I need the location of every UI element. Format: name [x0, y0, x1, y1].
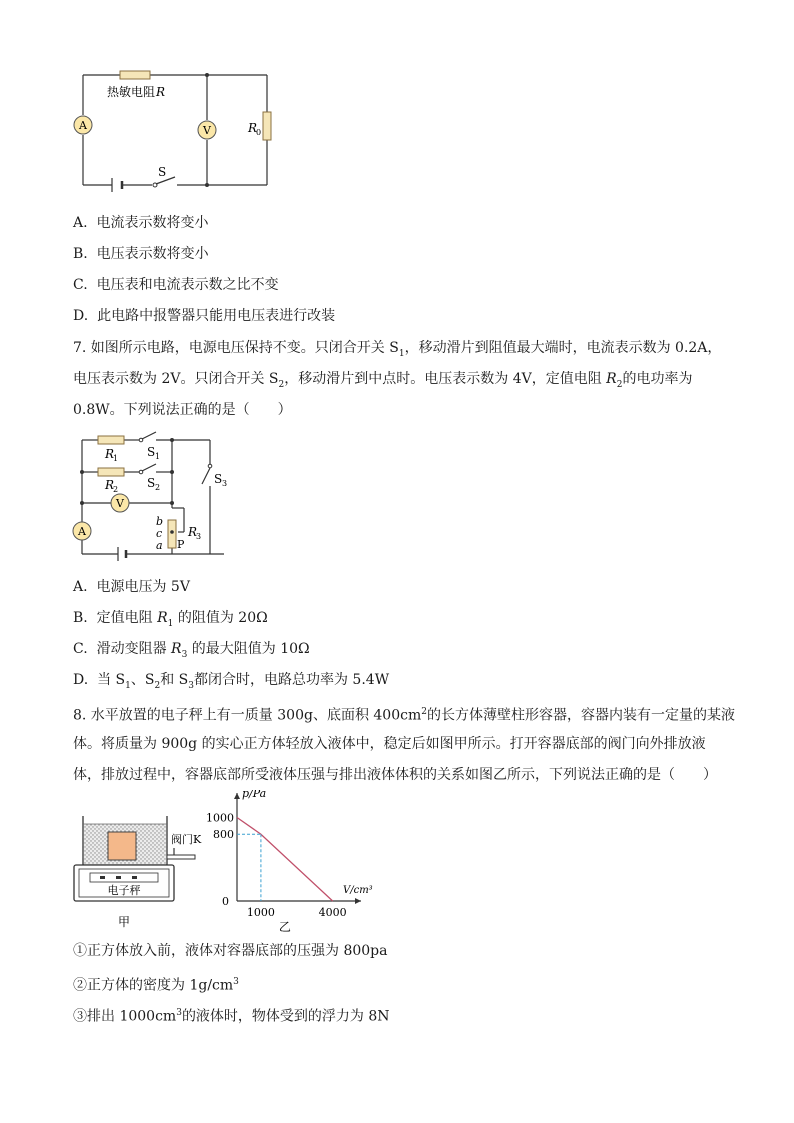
- switch-label: S: [158, 165, 167, 179]
- circuit-figure-2: [68, 428, 248, 568]
- s2-symbol: S: [147, 476, 156, 490]
- r0-subscript: 0: [256, 128, 262, 137]
- q6-option-d: D. 此电路中报警器只能用电压表进行改装: [73, 308, 336, 324]
- terminal-c-label: c: [156, 527, 163, 540]
- s2-subscript: 2: [155, 483, 161, 492]
- thermistor-resistor: [120, 71, 150, 79]
- r0-symbol: R: [248, 121, 258, 135]
- ammeter-label-2: A: [78, 525, 86, 538]
- q7-option-b: B. 定值电阻 $R_1$ 的阻值为 20Ω: [73, 610, 268, 629]
- thermistor-label: 热敏电阻: [107, 85, 156, 99]
- rheostat-r3: [168, 520, 176, 548]
- voltmeter-label-2: V: [116, 497, 124, 510]
- valve-k: [167, 855, 195, 859]
- q7-option-c: C. 滑动变阻器 $R_3$ 的最大阻值为 10Ω: [73, 641, 310, 660]
- q6-option-a: A. 电流表示数将变小: [73, 215, 209, 231]
- q7-stem-line-3: 0.8W。下列说法正确的是（ ）: [73, 402, 292, 418]
- r2-subscript: 2: [113, 485, 119, 494]
- resistor-r1: [98, 436, 124, 444]
- pressure-volume-chart: [205, 790, 375, 936]
- thermistor-symbol: R: [156, 85, 166, 99]
- s3-subscript: 3: [222, 479, 228, 488]
- y-axis-arrow: [234, 793, 240, 799]
- q7-stem-line-1: 7. 如图所示电路，电源电压保持不变。只闭合开关 $S_1$，移动滑片到阻值最大端时，电流表示数为 0.2A，: [73, 340, 722, 359]
- switch-s3: [202, 468, 210, 484]
- x-axis-arrow: [355, 898, 361, 904]
- valve-label: 阀门K: [171, 833, 202, 846]
- y-tick-label: 1000: [206, 811, 234, 825]
- container-scale-figure: [70, 808, 205, 933]
- pressure-line: [237, 818, 333, 901]
- statement-2: ②正方体的密度为 $1g/cm^3$: [73, 977, 239, 994]
- q8-stem-line-2: 体。将质量为 900g 的实心正方体轻放入液体中，稳定后如图甲所示。打开容器底部的阀门向外排放液: [73, 736, 706, 752]
- q7-option-d: D. 当 $S_1$、$S_2$和 $S_3$都闭合时，电路总功率为 5.4W: [73, 672, 390, 691]
- statement-3: ③排出 $1000cm^3$的液体时，物体受到的浮力为 8N: [73, 1008, 390, 1025]
- switch-s2: [142, 464, 156, 471]
- scale-label: 电子秤: [107, 884, 141, 897]
- q8-stem-line-1: 8. 水平放置的电子秤上有一质量 300g、底面积 $400cm^2$的长方体薄壁柱形容器，容器内装有一定量的某液: [73, 707, 735, 724]
- resistor-r2: [98, 468, 124, 476]
- solid-cube: [108, 832, 136, 860]
- slider-p-label: P: [177, 538, 185, 551]
- q6-option-b: B. 电压表示数将变小: [73, 246, 209, 262]
- q7-stem-line-2: 电压表示数为 2V。只闭合开关 $S_2$，移动滑片到中点时。电压表示数为 4V，定值电阻 $R_2$的电功率为: [73, 371, 693, 390]
- q6-option-c: C. 电压表和电流表示数之比不变: [73, 277, 279, 293]
- s1-subscript: 1: [155, 452, 161, 461]
- ammeter-label: A: [79, 119, 87, 132]
- resistor-r0: [263, 112, 271, 140]
- x-tick-label: 4000: [318, 906, 347, 919]
- q7-option-a: A. 电源电压为 5V: [73, 579, 190, 595]
- q8-stem-line-3: 体，排放过程中，容器底部所受液体压强与排出液体体积的关系如图乙所示，下列说法正确的是（ ）: [73, 767, 717, 783]
- r3-subscript: 3: [196, 532, 202, 541]
- r3-symbol: R: [188, 525, 198, 539]
- y-axis-label: p/Pa: [242, 790, 267, 800]
- r1-subscript: 1: [113, 454, 119, 463]
- r1-symbol: R: [105, 447, 115, 461]
- terminal-b-label: b: [156, 515, 164, 528]
- switch-s1: [142, 432, 156, 439]
- voltmeter-label: V: [203, 124, 211, 137]
- y-tick-label: 800: [213, 828, 234, 842]
- caption-yi: 乙: [278, 920, 291, 934]
- r2-symbol: R: [105, 478, 115, 492]
- s3-symbol: S: [214, 472, 223, 486]
- x-axis-label: V/cm³: [343, 885, 373, 896]
- statement-1: ①正方体放入前，液体对容器底部的压强为 800pa: [73, 943, 388, 959]
- x-tick-label: 1000: [246, 906, 275, 919]
- circuit-figure-1: [70, 60, 280, 195]
- terminal-a-label: a: [156, 539, 163, 552]
- caption-jia: 甲: [117, 915, 131, 929]
- origin-label: 0: [222, 895, 229, 908]
- s1-symbol: S: [147, 445, 156, 459]
